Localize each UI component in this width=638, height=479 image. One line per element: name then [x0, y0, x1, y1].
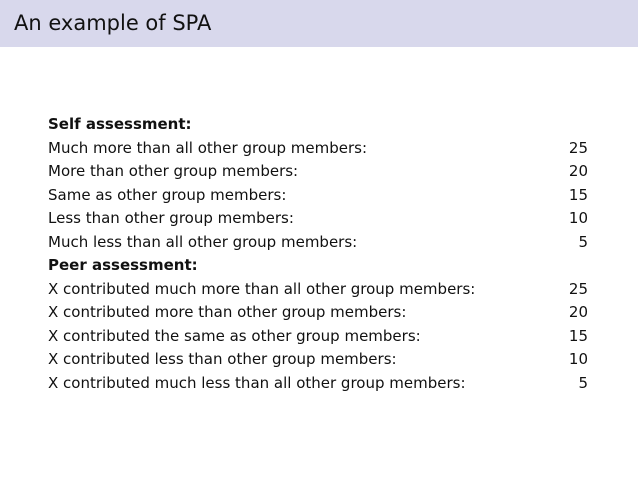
row-label: X contributed much more than all other group members: [48, 279, 476, 298]
row-value: 10 [568, 209, 588, 227]
page-title: An example of SPA [14, 11, 212, 35]
row-value: 20 [568, 303, 588, 321]
row-label: X contributed more than other group members: [48, 303, 407, 321]
row-value: 25 [568, 279, 588, 298]
row-value: 5 [578, 232, 588, 251]
self-assessment-heading-row [48, 113, 588, 137]
row-label: X contributed the same as other group members: [48, 326, 421, 345]
row-label: Much less than all other group members: [48, 232, 358, 251]
row-label: Less than other group members: [48, 209, 294, 227]
row-value: 10 [568, 350, 588, 368]
row-value: 25 [568, 138, 588, 157]
table-row [48, 184, 588, 208]
row-label: X contributed much less than all other group members: [48, 373, 466, 392]
row-label: Same as other group members: [48, 185, 287, 204]
spa-table [48, 113, 588, 395]
table-row [48, 160, 588, 184]
row-label: X contributed less than other group members: [48, 350, 397, 368]
table-row [48, 137, 588, 161]
table-row [48, 301, 588, 325]
self-assessment-heading: Self assessment: [48, 115, 192, 133]
table-row [48, 348, 588, 372]
peer-assessment-heading-row [48, 254, 588, 278]
table-row [48, 278, 588, 302]
row-value: 5 [578, 373, 588, 392]
row-value: 15 [568, 326, 588, 345]
row-value: 20 [568, 162, 588, 180]
row-value: 15 [568, 185, 588, 204]
table-row [48, 372, 588, 396]
row-label: More than other group members: [48, 162, 299, 180]
table-row [48, 231, 588, 255]
title-bar [0, 0, 638, 47]
table-row [48, 207, 588, 231]
row-label: Much more than all other group members: [48, 138, 368, 157]
peer-assessment-heading: Peer assessment: [48, 256, 198, 274]
table-row [48, 325, 588, 349]
